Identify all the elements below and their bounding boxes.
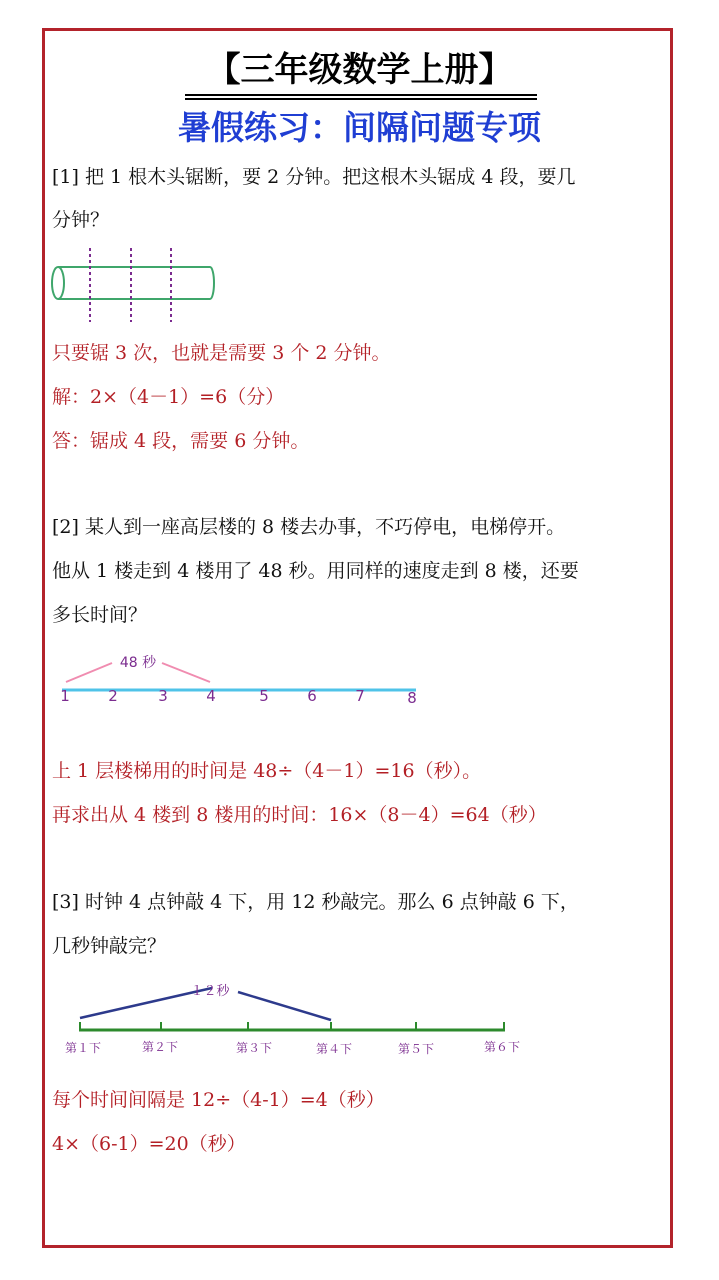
problem-2-answer-1: 上 1 层楼梯用的时间是 48÷（4－1）=16（秒）。 — [52, 760, 482, 782]
floor-interval-label: 48 秒 — [119, 655, 157, 671]
strike-label-5: 第５下 — [397, 1042, 435, 1056]
problem-2-question-line-1: [2] 某人到一座高层楼的 8 楼去办事，不巧停电，电梯停开。 — [52, 516, 566, 538]
problem-2-answer-2: 再求出从 4 楼到 8 楼用的时间：16×（8－4）=64（秒） — [52, 804, 547, 826]
page-subtitle: 暑假练习：间隔问题专项 — [178, 108, 541, 147]
floor-label-4: 4 — [206, 687, 216, 705]
problem-3-question-line-1: [3] 时钟 4 点钟敲 4 下，用 12 秒敲完。那么 6 点钟敲 6 下， — [52, 891, 579, 913]
strike-label-3: 第３下 — [235, 1041, 273, 1055]
floor-label-3: 3 — [158, 687, 168, 705]
title-underline-top — [185, 94, 537, 96]
log-diagram — [48, 246, 220, 326]
page-title: 【三年级数学上册】 — [206, 50, 513, 90]
floor-label-7: 7 — [355, 687, 365, 705]
strike-bracket-right — [238, 992, 331, 1020]
strike-label-6: 第６下 — [483, 1040, 521, 1054]
title-underline-bottom — [185, 98, 537, 100]
strike-interval-label: １２秒 — [190, 984, 230, 999]
floor-label-1: 1 — [60, 687, 70, 705]
strike-label-2: 第２下 — [141, 1040, 179, 1054]
floor-bracket-left — [66, 663, 112, 682]
log-body — [58, 267, 214, 299]
problem-1-answer-2: 解：2×（4－1）=6（分） — [52, 386, 285, 408]
problem-1-question-line-1: [1] 把 1 根木头锯断，要 2 分钟。把这根木头锯成 4 段，要几 — [52, 166, 576, 188]
floor-diagram — [50, 648, 430, 712]
problem-2-question-line-2: 他从 1 楼走到 4 楼用了 48 秒。用同样的速度走到 8 楼，还要 — [52, 560, 579, 582]
log-end — [52, 267, 64, 299]
floor-label-2: 2 — [108, 687, 118, 705]
strike-label-1: 第１下 — [64, 1041, 102, 1055]
problem-3-answer-2: 4×（6-1）=20（秒） — [52, 1133, 246, 1155]
problem-3-question-line-2: 几秒钟敲完？ — [52, 935, 167, 957]
problem-1-answer-1: 只要锯 3 次，也就是需要 3 个 2 分钟。 — [52, 342, 391, 364]
problem-1-question-line-2: 分钟？ — [52, 209, 110, 231]
clock-strike-diagram — [50, 978, 540, 1062]
floor-label-6: 6 — [307, 687, 317, 705]
floor-label-8: 8 — [407, 689, 417, 707]
strike-label-4: 第４下 — [315, 1042, 353, 1056]
problem-1-answer-3: 答：锯成 4 段，需要 6 分钟。 — [52, 430, 310, 452]
floor-bracket-right — [162, 663, 210, 682]
problem-2-question-line-3: 多长时间？ — [52, 604, 148, 626]
problem-3-answer-1: 每个时间间隔是 12÷（4-1）=4（秒） — [52, 1089, 385, 1111]
floor-label-5: 5 — [259, 687, 269, 705]
